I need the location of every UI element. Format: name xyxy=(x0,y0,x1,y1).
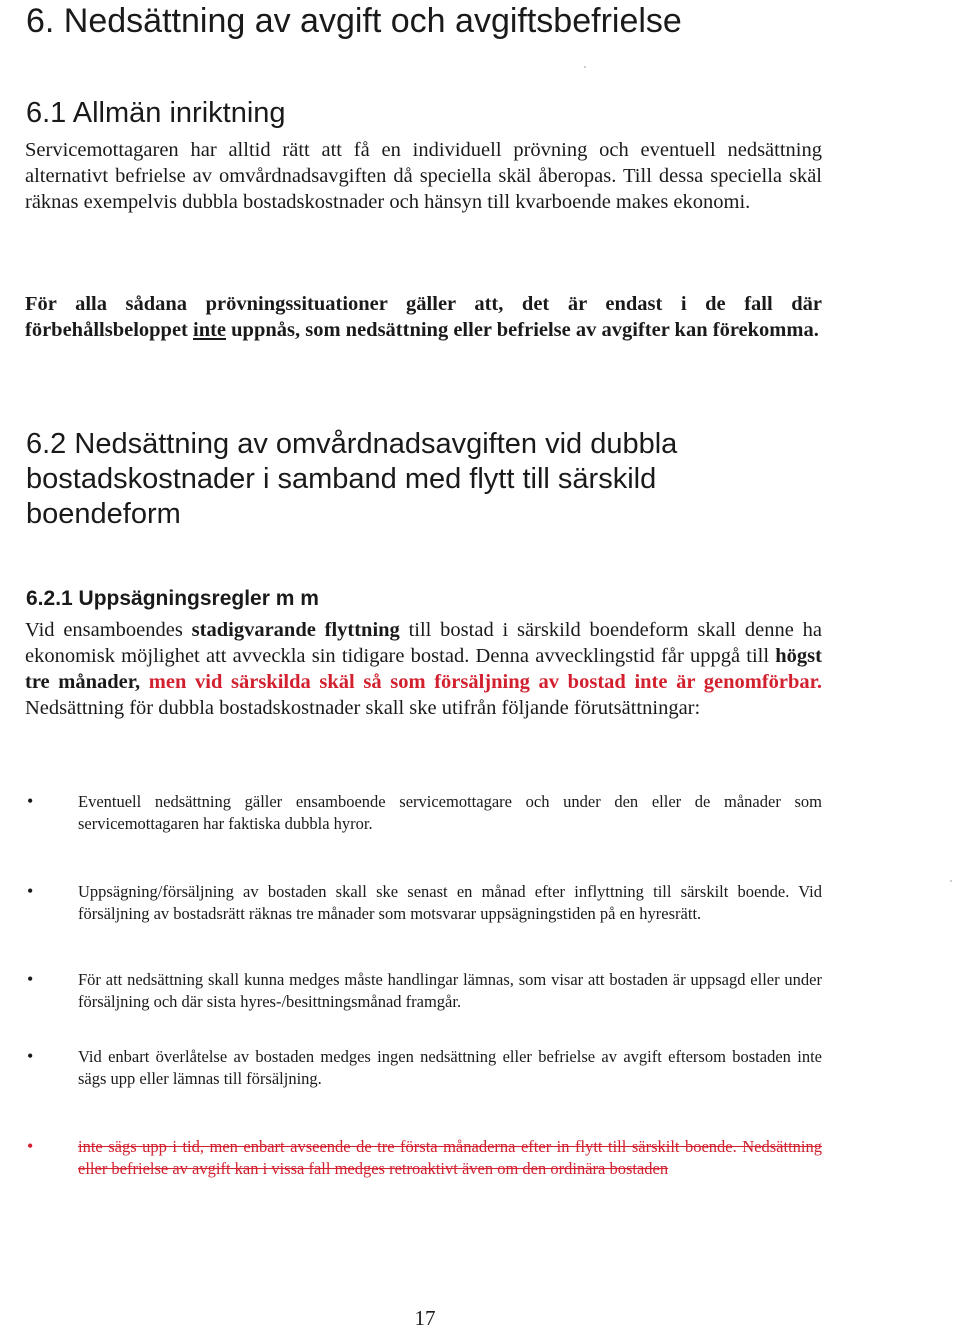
bold-text-end: uppnås, som nedsättning eller befrielse av avgifter kan förekomma. xyxy=(226,319,819,341)
subsection-heading-6-2-1: 6.2.1 Uppsägningsregler m m xyxy=(26,587,319,610)
page-number: 17 xyxy=(414,1306,436,1330)
paragraph-text-4: Nedsättning för dubbla bostadskostnader skall ske utifrån följande förutsättningar: xyxy=(25,697,701,719)
paragraph-6-1-bold xyxy=(25,291,822,343)
paragraph-text-1: Vid ensamboendes xyxy=(25,619,192,641)
scan-speck xyxy=(584,66,586,68)
bold-phrase-flyttning: stadigvarande flyttning xyxy=(191,619,400,641)
red-inserted-text: men vid särskilda skäl så som försäljning av bostad inte är genomförbar. xyxy=(148,671,822,693)
paragraph-6-2-1 xyxy=(25,617,822,721)
bullet-icon: • xyxy=(27,969,34,989)
bold-text-start: För alla sådana prövningssituationer gäller att, det är endast i de fall där förbehållsbeloppet xyxy=(25,293,822,341)
list-item-text: Eventuell nedsättning gäller ensamboende servicemottagare och under den eller de månader som servicemottagaren har faktiska dubbla hyror. xyxy=(78,792,822,833)
page-title: 6. Nedsättning av avgift och avgiftsbefrielse xyxy=(26,2,682,40)
section-heading-6-1: 6.1 Allmän inriktning xyxy=(26,97,286,129)
paragraph-text-2: till bostad i särskild boendeform skall denne ha ekonomisk möjlighet att avveckla sin tidigare bostad. Denna avvecklingstid får uppgå till xyxy=(25,619,822,667)
bullet-icon: • xyxy=(27,1046,34,1066)
bullet-icon: • xyxy=(27,881,34,901)
list-item-text: Uppsägning/försäljning av bostaden skall ske senast en månad efter inflyttning till särskilt boende. Vid försäljning av bostadsrätt räknas tre månader som motsvarar uppsägningstiden på en hyresrätt. xyxy=(78,882,822,923)
scan-speck xyxy=(950,880,952,882)
struck-list-item xyxy=(27,1136,822,1179)
struck-list-item-text: inte sägs upp i tid, men enbart avseende de tre första månaderna efter in flytt till särskilt boende. Nedsättning eller befrielse av avgift kan i vissa fall medges retroaktivt även om den ordinära bostaden xyxy=(78,1137,822,1178)
section-heading-6-2: 6.2 Nedsättning av omvårdnadsavgiften vid dubbla bostadskostnader i samband med flytt till särskild boendeform xyxy=(26,428,678,530)
list-item-text: För att nedsättning skall kunna medges måste handlingar lämnas, som visar att bostaden är uppsagd eller under försäljning och där sista hyres-/besittningsmånad framgår. xyxy=(78,970,822,1011)
paragraph-6-1: Servicemottagaren har alltid rätt att få en individuell prövning och eventuell nedsättning alternativt befrielse av omvårdnadsavgiften då speciella skäl åberopas. Till dessa speciella skäl räknas exempelvis dubbla bostadskostnader och hänsyn till kvarboende makes ekonomi. xyxy=(25,139,822,213)
list-item xyxy=(27,969,822,1012)
underlined-word: inte xyxy=(193,319,227,341)
bold-phrase-months: högst tre månader, xyxy=(25,645,822,693)
bullet-icon: • xyxy=(27,1136,34,1156)
list-item xyxy=(27,1046,822,1089)
list-item xyxy=(27,881,822,924)
list-item xyxy=(27,791,822,834)
bullet-icon: • xyxy=(27,791,34,811)
paragraph-text-3 xyxy=(140,671,149,693)
list-item-text: Vid enbart överlåtelse av bostaden medges ingen nedsättning eller befrielse av avgift eftersom bostaden inte sägs upp eller lämnas till försäljning. xyxy=(78,1047,822,1088)
